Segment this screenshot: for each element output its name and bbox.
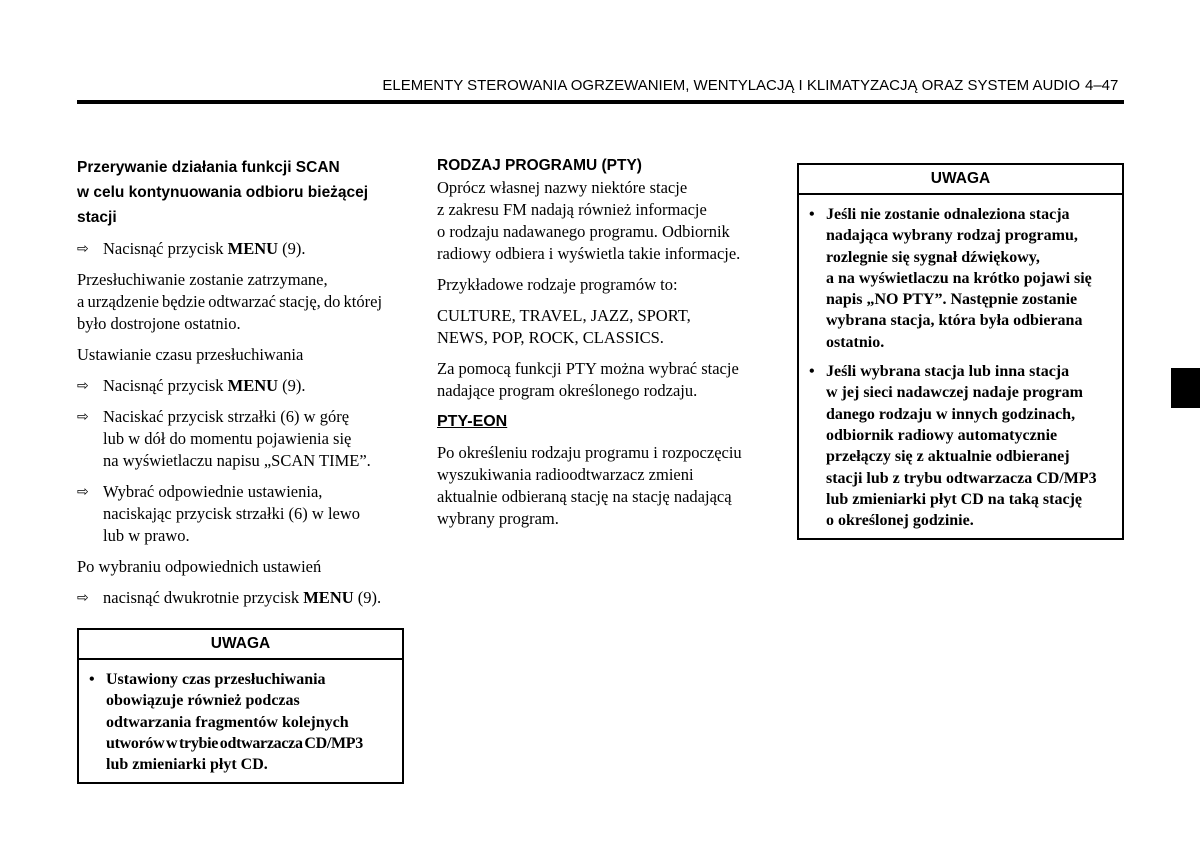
subheading-pty-eon: PTY-EON	[437, 413, 508, 430]
note-bullet-item: • Jeśli nie zostanie odnaleziona stacja nadająca wybrany rodzaj programu, rozlegnie się sygnał dźwiękowy, a na wyświetlaczu na krótko pojawi się napis „NO PTY”. Następnie zostanie wybrana stacja, która była odbierana ostatnio.	[809, 204, 1112, 353]
bullet-icon: •	[809, 363, 815, 381]
bullet-icon: •	[89, 671, 95, 688]
note-title: UWAGA	[799, 165, 1122, 195]
page-number: 4–47	[1085, 77, 1119, 94]
note-body	[79, 660, 402, 782]
arrow-right-icon: ⇨	[77, 590, 89, 606]
arrow-right-icon: ⇨	[77, 409, 89, 425]
paragraph-scan-stopped: Przesłuchiwanie zostanie zatrzymane, a urządzenie będzie odtwarzać stację, do której było dostrojone ostatnio.	[77, 270, 383, 333]
paragraph-pty-eon: Po określeniu rodzaju programu i rozpoczęciu wyszukiwania radioodtwarzacz zmieni aktualnie odbieraną stację na stację nadającą wybrany program.	[437, 443, 742, 528]
step-press-menu-2: ⇨ Nacisnąć przycisk MENU (9).	[77, 376, 306, 395]
section-heading-scan: Przerywanie działania funkcji SCAN w celu kontynuowania odbioru bieżącej stacji	[77, 159, 369, 226]
note-bullet-item: • Jeśli wybrana stacja lub inna stacja w jej sieci nadawczej nadaje program danego rodzaju w innych godzinach, odbiornik radiowy automatycznie przełączy się z aktualnie odbieranej stacji lub z trybu odtwarzacza CD/MP3 lub zmieniarki płyt CD na taką stację o określonej godzinie.	[809, 361, 1112, 531]
step-press-menu-twice: ⇨ nacisnąć dwukrotnie przycisk MENU (9).	[77, 588, 382, 607]
step-choose-settings: ⇨ Wybrać odpowiednie ustawienia, naciskając przycisk strzałki (6) w lewo lub w prawo.	[77, 482, 361, 545]
note-title: UWAGA	[79, 630, 402, 660]
header-rule	[77, 100, 1124, 104]
arrow-right-icon: ⇨	[77, 241, 89, 257]
section-heading-pty: RODZAJ PROGRAMU (PTY)	[437, 157, 642, 174]
column-left	[77, 155, 405, 618]
paragraph-scan-time-title: Ustawianie czasu przesłuchiwania	[77, 345, 304, 364]
note-box-pty	[797, 163, 1124, 540]
running-header-title: ELEMENTY STEROWANIA OGRZEWANIEM, WENTYLACJĄ I KLIMATYZACJĄ ORAZ SYSTEM AUDIO	[382, 77, 1080, 94]
arrow-right-icon: ⇨	[77, 378, 89, 394]
paragraph-examples-intro: Przykładowe rodzaje programów to:	[437, 275, 678, 294]
paragraph-after-settings: Po wybraniu odpowiednich ustawień	[77, 557, 322, 576]
step-press-menu: ⇨ Nacisnąć przycisk MENU (9).	[77, 239, 306, 258]
note-box-scan-time	[77, 628, 404, 784]
step-arrow-up-down: ⇨ Naciskać przycisk strzałki (6) w górę lub w dół do momentu pojawienia się na wyświetlaczu napisu „SCAN TIME”.	[77, 407, 371, 470]
note-bullet-item: • Ustawiony czas przesłuchiwania obowiązuje również podczas odtwarzania fragmentów kolejnych utworów w trybie odtwarzacza CD/MP3 lub zmieniarki płyt CD.	[89, 669, 392, 775]
arrow-right-icon: ⇨	[77, 484, 89, 500]
chapter-thumb-tab	[1171, 368, 1200, 408]
bullet-icon: •	[809, 206, 815, 223]
column-middle	[437, 155, 769, 539]
paragraph-pty-intro: Oprócz własnej nazwy niektóre stacje z zakresu FM nadają również informacje o rodzaju nadawanego programu. Odbiornik radiowy odbiera i wyświetla takie informacje.	[437, 178, 741, 263]
column-right	[797, 163, 1124, 540]
paragraph-program-types: CULTURE, TRAVEL, JAZZ, SPORT, NEWS, POP, ROCK, CLASSICS.	[437, 306, 691, 347]
paragraph-pty-function: Za pomocą funkcji PTY można wybrać stacje nadające program określonego rodzaju.	[437, 359, 739, 400]
note-body	[799, 195, 1122, 538]
